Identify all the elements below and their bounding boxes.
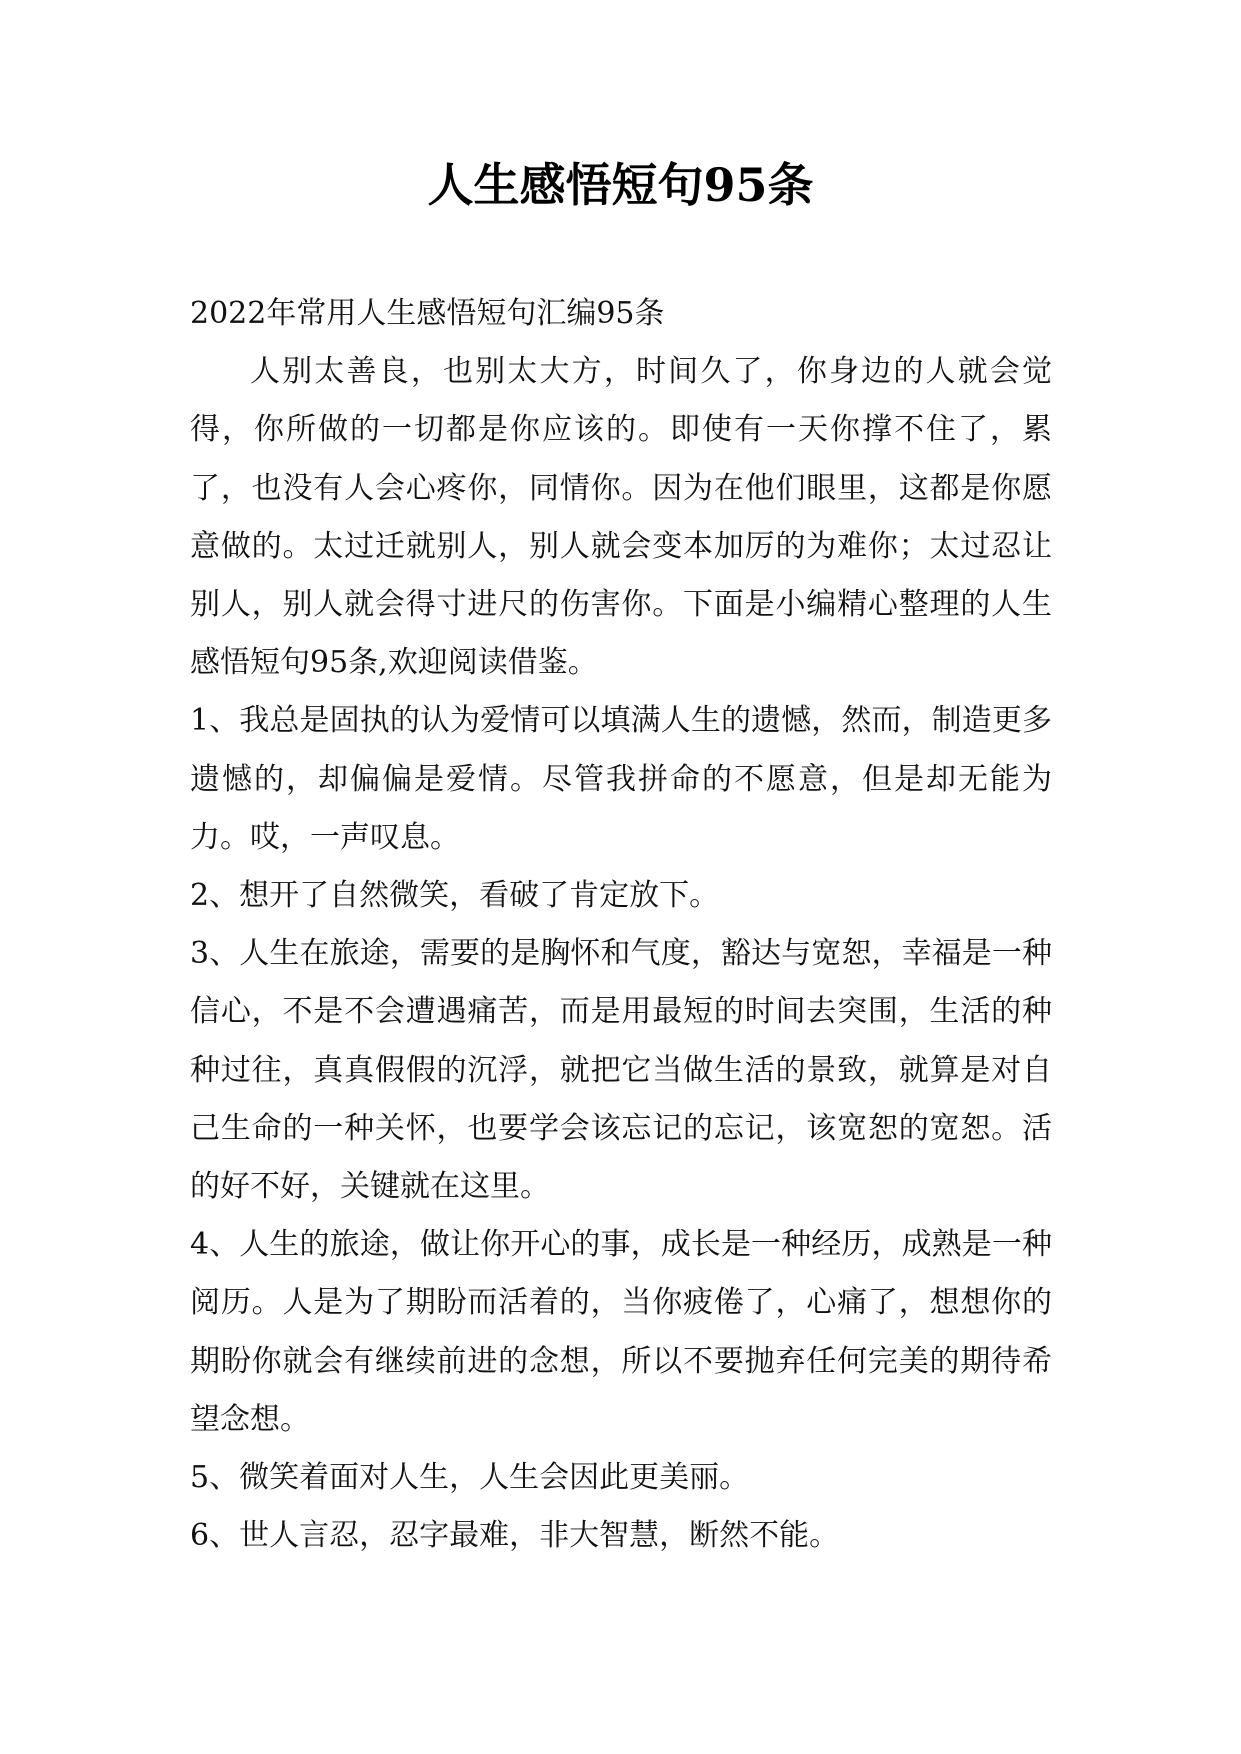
document-subtitle: 2022年常用人生感悟短句汇编95条	[190, 296, 665, 331]
list-item: 5、微笑着面对人生，人生会因此更美丽。	[190, 1460, 750, 1496]
intro-paragraph: 人别太善良，也别太大方，时间久了，你身边的人就会觉得，你所做的一切都是你应该的。即使有一天你撑不住了，累了，也没有人会心疼你，同情你。因为在他们眼里，这都是你愿意做的。太过迁就别人，别人就会变本加厉的为难你；太过忍让别人，别人就会得寸进尺的伤害你。下面是小编精心整理的人生感悟短句95条,欢迎阅读借鉴。	[190, 354, 1052, 681]
list-item: 6、世人言忍，忍字最难，非大智慧，断然不能。	[190, 1518, 840, 1554]
document-title: 人生感悟短句95条	[427, 158, 814, 212]
list-item: 3、人生在旅途，需要的是胸怀和气度，豁达与宽恕，幸福是一种信心，不是不会遭遇痛苦，而是用最短的时间去突围，生活的种种过往，真真假假的沉浮，就把它当做生活的景致，就算是对自己生命的一种关怀，也要学会该忘记的忘记，该宽恕的宽恕。活的好不好，关键就在这里。	[190, 936, 1052, 1205]
list-item: 1、我总是固执的认为爱情可以填满人生的遗憾，然而，制造更多遗憾的，却偏偏是爱情。尽管我拼命的不愿意，但是却无能为力。哎，一声叹息。	[190, 703, 1052, 855]
list-item: 4、人生的旅途，做让你开心的事，成长是一种经历，成熟是一种阅历。人是为了期盼而活着的，当你疲倦了，心痛了，想想你的期盼你就会有继续前进的念想，所以不要抛弃任何完美的期待希望念想。	[190, 1227, 1052, 1437]
list-item: 2、想开了自然微笑，看破了肯定放下。	[190, 878, 720, 914]
document-body	[190, 285, 1052, 1565]
